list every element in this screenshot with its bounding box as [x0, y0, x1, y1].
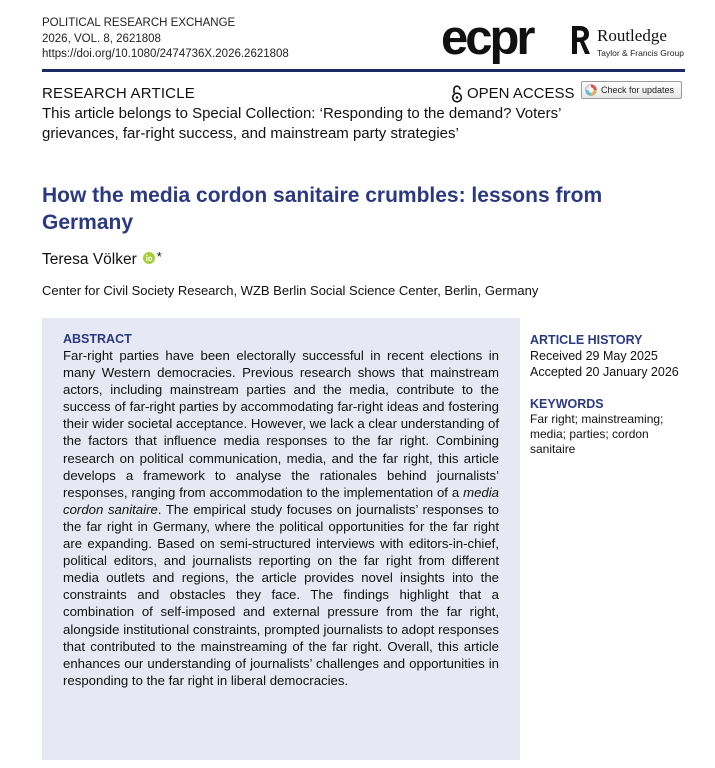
author-affiliation: Center for Civil Society Research, WZB Berlin Social Science Center, Berlin, Germany	[42, 283, 539, 298]
header-rule	[42, 69, 685, 72]
keywords-heading: KEYWORDS	[530, 397, 604, 411]
doi-link[interactable]: https://doi.org/10.1080/2474736X.2026.2621808	[42, 48, 289, 60]
orcid-icon[interactable]	[143, 252, 155, 264]
article-side-info	[530, 333, 700, 457]
abstract-box	[42, 318, 520, 760]
accepted-date: Accepted 20 January 2026	[530, 365, 679, 379]
routledge-subtitle: Taylor & Francis Group	[597, 48, 684, 58]
open-access-label	[451, 85, 575, 103]
author-name[interactable]: Teresa Völker	[42, 251, 137, 268]
routledge-logo	[569, 24, 699, 64]
keywords-block	[530, 397, 700, 457]
special-collection-note: This article belongs to Special Collection: ‘Responding to the demand? Voters’ grievances, far-right success, and mainstream party strategies’	[42, 105, 561, 143]
ecpr-logo: ecpr	[441, 11, 533, 65]
journal-meta	[42, 16, 289, 63]
open-lock-icon	[451, 85, 463, 103]
author-line	[42, 250, 162, 270]
abstract-text	[63, 347, 499, 689]
check-for-updates-label: Check for updates	[601, 85, 675, 95]
article-history-heading: ARTICLE HISTORY	[530, 333, 643, 347]
abstract-text-part-2: . The empirical study focuses on journalists’ responses to the far right in Germany, where the political opportunities for the far right are expanding. Based on semi-structured interviews with editors-in-chief, political editors, and journalists reporting on the far right from different media outlets and regions, the article provides novel insights into the constraints and obstacles they face. The findings highlight that a combination of self-imposed and external pressure from the far right, alongside institutional constraints, prompted journalists to adopt responses that contributed to the mainstreaming of the far right. Overall, this article enhances our understanding of journalists’ challenges and opportunities in responding to the far right in liberal democracies.	[63, 501, 499, 688]
routledge-name: Routledge	[597, 26, 667, 45]
received-date: Received 29 May 2025	[530, 349, 658, 363]
check-for-updates-button[interactable]	[581, 81, 682, 99]
journal-name: POLITICAL RESEARCH EXCHANGE	[42, 17, 236, 29]
journal-volume: 2026, VOL. 8, 2621808	[42, 32, 161, 45]
abstract-text-part-1: Far-right parties have been electorally successful in recent elections in many Western democracies. Previous research shows that mainstream actors, including mainstream parties and the media, contribute to the success of far-right parties by accommodating far-right ideas and fostering their wider societal acceptance. However, we lack a clear understanding of the factors that influence media responses to the far right. Combining research on political communication, media, and the far right, this article develops a framework to analyse the rationales behind journalists’ responses, ranging from accommodation to the implementation of a	[63, 348, 499, 500]
open-access-text: OPEN ACCESS	[467, 85, 575, 102]
abstract-italic-term: media cordon sanitaire	[63, 484, 499, 517]
routledge-mark-icon	[569, 24, 591, 60]
article-type: RESEARCH ARTICLE	[42, 85, 195, 102]
abstract-heading: ABSTRACT	[63, 332, 132, 346]
corresponding-author-mark[interactable]: *	[156, 248, 162, 264]
article-title: How the media cordon sanitaire crumbles: lessons from Germany	[42, 184, 603, 234]
keywords-list: Far right; mainstreaming; media; parties; cordon sanitaire	[530, 412, 664, 456]
crossmark-icon	[585, 84, 597, 96]
